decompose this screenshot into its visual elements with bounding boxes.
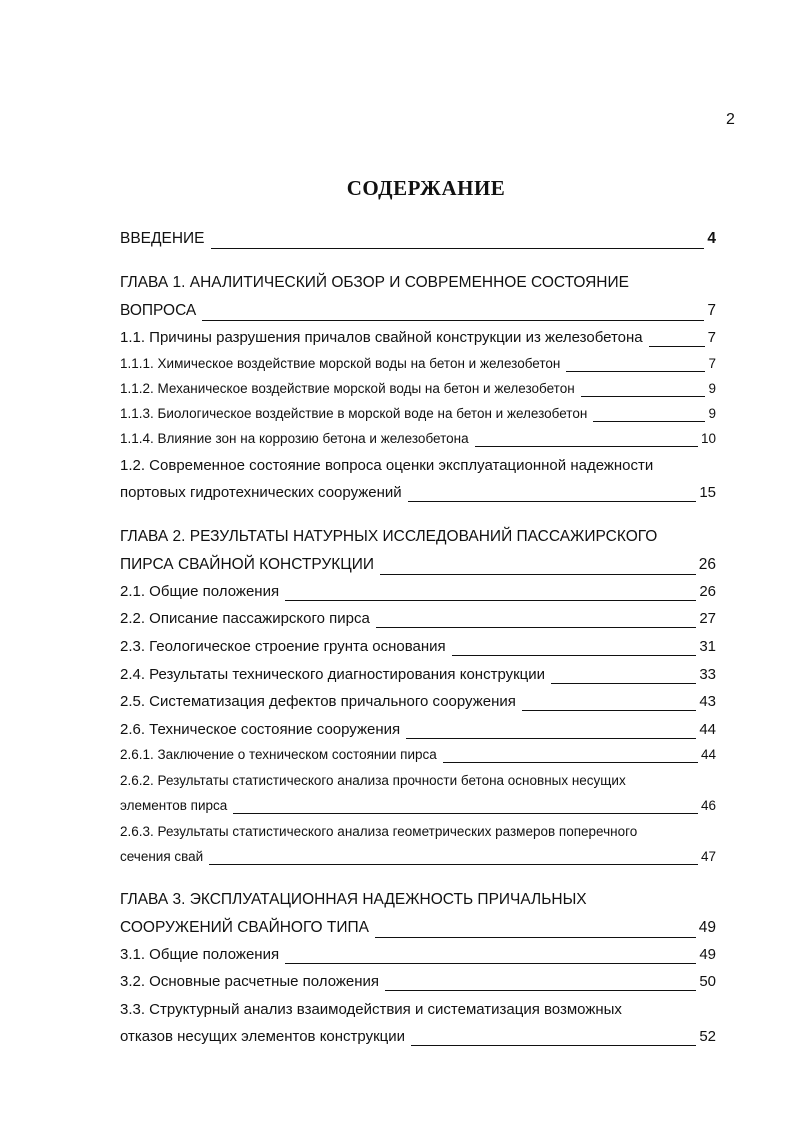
dot-leader [593, 421, 705, 422]
toc-entry-text: 1.1.1. Химическое воздействие морской воды на бетон и железобетон [120, 356, 561, 371]
toc-page-number: 44 [699, 721, 716, 738]
toc-entry-1-1-2[interactable] [120, 376, 716, 401]
dot-leader [551, 683, 696, 684]
dot-leader [411, 1045, 696, 1046]
toc-entry-text-continued: ПИРСА СВАЙНОЙ КОНСТРУКЦИИ [120, 556, 375, 573]
dot-leader [649, 346, 705, 347]
toc-entry-text: ГЛАВА 2. РЕЗУЛЬТАТЫ НАТУРНЫХ ИССЛЕДОВАНИЙ ПАССАЖИРСКОГО [120, 528, 658, 545]
toc-page-number: 46 [700, 798, 716, 813]
toc-entry-text: 3.2. Основные расчетные положения [120, 973, 380, 990]
toc-entry-chapter-2[interactable] [120, 523, 716, 579]
toc-page-number: 7 [708, 356, 716, 371]
dot-leader [376, 627, 696, 628]
toc-entry-text: 2.3. Геологическое строение грунта основания [120, 638, 446, 655]
toc-entry-text: 1.1.4. Влияние зон на коррозию бетона и железобетона [120, 431, 469, 446]
dot-leader [285, 600, 696, 601]
toc-entry-introduction[interactable] [120, 225, 716, 253]
toc-entry-text-continued: портовых гидротехнических сооружений [120, 484, 402, 501]
toc-page-number: 9 [708, 406, 716, 421]
dot-leader [581, 396, 706, 397]
toc-entry-text: 2.6.2. Результаты статистического анализа прочности бетона основных несущих [120, 773, 626, 788]
dot-leader [385, 990, 696, 991]
toc-entry-2-6[interactable] [120, 716, 716, 743]
toc-page-number: 9 [708, 381, 716, 396]
toc-page-number: 49 [698, 919, 716, 936]
toc-entry-text: 3.1. Общие положения [120, 946, 280, 963]
dot-leader [211, 248, 705, 249]
toc-page-number: 43 [699, 693, 716, 710]
toc-page-number: 4 [707, 230, 716, 247]
toc-entry-text: 2.5. Систематизация дефектов причального сооружения [120, 693, 516, 710]
toc-entry-2-5[interactable] [120, 688, 716, 715]
toc-page-number: 26 [698, 556, 716, 573]
toc-entry-text: 1.1.2. Механическое воздействие морской воды на бетон и железобетон [120, 381, 575, 396]
toc-entry-3-3[interactable] [120, 996, 716, 1050]
toc-entry-text: 3.3. Структурный анализ взаимодействия и систематизация возможных [120, 1001, 622, 1018]
toc-entry-text-continued: отказов несущих элементов конструкции [120, 1028, 405, 1045]
page-title: СОДЕРЖАНИЕ [346, 176, 506, 200]
dot-leader [202, 320, 704, 321]
dot-leader [380, 574, 696, 575]
toc-entry-text: ГЛАВА 1. АНАЛИТИЧЕСКИЙ ОБЗОР И СОВРЕМЕННОЕ СОСТОЯНИЕ [120, 274, 629, 291]
toc-entry-2-1[interactable] [120, 578, 716, 605]
toc-entry-1-1-3[interactable] [120, 401, 716, 426]
toc-entry-text-continued: элементов пирса [120, 798, 228, 813]
toc-entry-2-3[interactable] [120, 633, 716, 660]
toc-page-number: 50 [699, 973, 716, 990]
dot-leader [285, 963, 696, 964]
toc-entry-2-6-1[interactable] [120, 742, 716, 767]
toc-entry-2-6-3[interactable] [120, 819, 716, 869]
toc-entry-text: ВВЕДЕНИЕ [120, 230, 205, 247]
toc-entry-text: ГЛАВА 3. ЭКСПЛУАТАЦИОННАЯ НАДЕЖНОСТЬ ПРИЧАЛЬНЫХ [120, 891, 587, 908]
toc-page-number: 49 [699, 946, 716, 963]
toc-entry-text-continued: ВОПРОСА [120, 302, 197, 319]
dot-leader [233, 813, 698, 814]
dot-leader [522, 710, 696, 711]
toc-entry-1-1-1[interactable] [120, 351, 716, 376]
toc-page-number: 7 [707, 329, 716, 346]
toc-entry-2-6-2[interactable] [120, 768, 716, 818]
toc-page-number: 7 [707, 302, 716, 319]
toc-entry-text: 2.6. Техническое состояние сооружения [120, 721, 401, 738]
toc-entry-1-1-4[interactable] [120, 426, 716, 451]
toc-page-number: 52 [699, 1028, 716, 1045]
dot-leader [209, 864, 698, 865]
toc-page-number: 27 [699, 610, 716, 627]
dot-leader [452, 655, 697, 656]
toc-page-number: 44 [700, 747, 716, 762]
toc-page-number: 47 [700, 849, 716, 864]
dot-leader [566, 371, 705, 372]
toc-entry-chapter-3[interactable] [120, 886, 716, 942]
dot-leader [475, 446, 698, 447]
toc-entry-chapter-1[interactable] [120, 269, 716, 325]
toc-entry-text-continued: сечения свай [120, 849, 204, 864]
toc-entry-text: 2.1. Общие положения [120, 583, 280, 600]
toc-entry-1-1[interactable] [120, 324, 716, 351]
toc-entry-text: 2.4. Результаты технического диагностирования конструкции [120, 666, 546, 683]
toc-entry-1-2[interactable] [120, 452, 716, 506]
toc-page-number: 31 [699, 638, 716, 655]
dot-leader [443, 762, 698, 763]
toc-entry-text: 2.6.3. Результаты статистического анализа геометрических размеров поперечного [120, 824, 638, 839]
page-number: 2 [726, 111, 735, 128]
toc-entry-text: 2.2. Описание пассажирского пирса [120, 610, 370, 627]
toc-entry-3-2[interactable] [120, 968, 716, 995]
dot-leader [408, 501, 697, 502]
dot-leader [375, 937, 696, 938]
toc-page-number: 33 [699, 666, 716, 683]
toc-entry-text: 1.1. Причины разрушения причалов свайной конструкции из железобетона [120, 329, 643, 346]
toc-entry-2-4[interactable] [120, 661, 716, 688]
toc-page-number: 26 [699, 583, 716, 600]
toc-entry-text-continued: СООРУЖЕНИЙ СВАЙНОГО ТИПА [120, 919, 369, 936]
toc-entry-3-1[interactable] [120, 941, 716, 968]
toc-entry-text: 1.1.3. Биологическое воздействие в морской воде на бетон и железобетон [120, 406, 588, 421]
toc-entry-text: 1.2. Современное состояние вопроса оценки эксплуатационной надежности [120, 457, 654, 474]
toc-page-number: 10 [700, 431, 716, 446]
toc-entry-2-2[interactable] [120, 605, 716, 632]
dot-leader [406, 738, 696, 739]
toc-entry-text: 2.6.1. Заключение о техническом состоянии пирса [120, 747, 437, 762]
toc-page-number: 15 [699, 484, 716, 501]
